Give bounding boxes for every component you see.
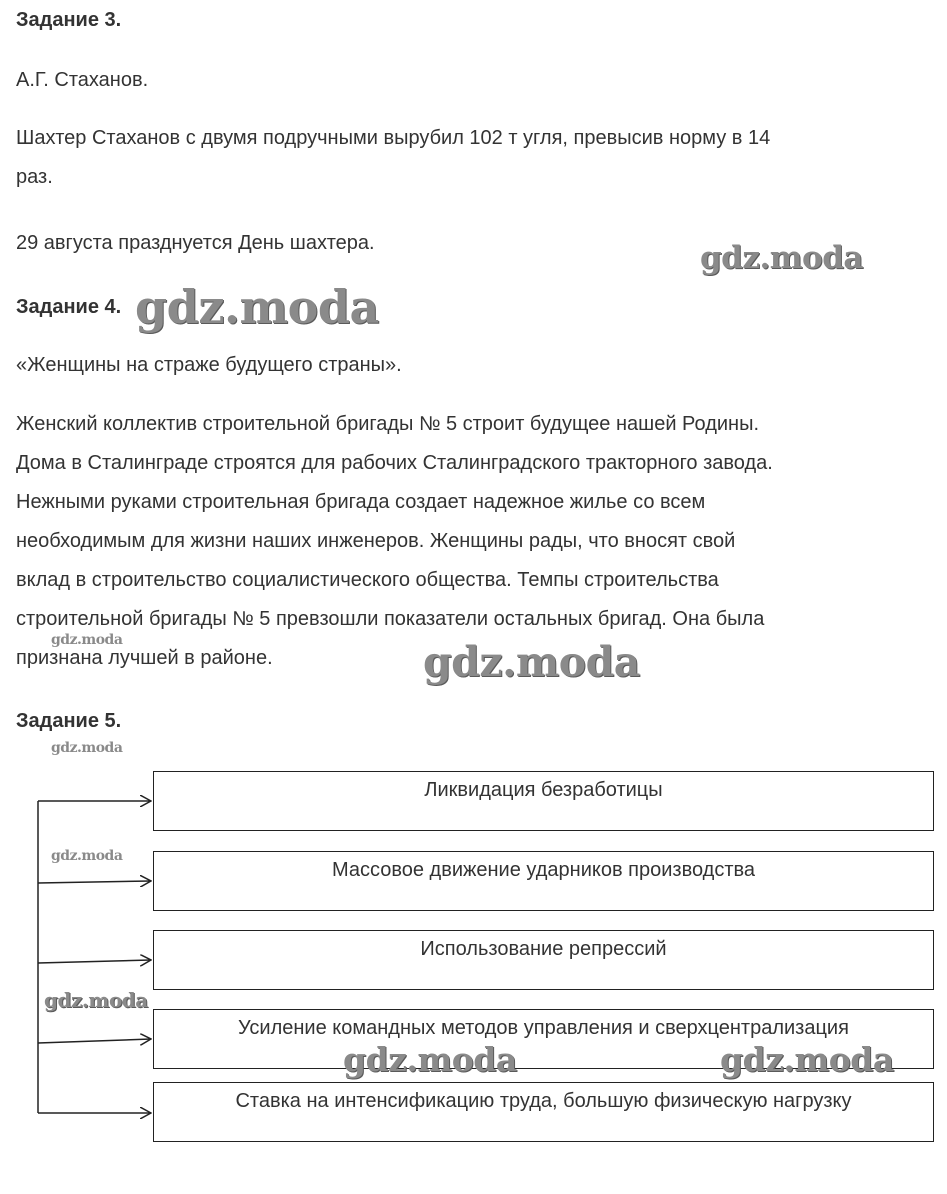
task4-line: признана лучшей в районе.	[16, 647, 273, 669]
watermark-logo: gdz.moda	[343, 1040, 517, 1079]
watermark-logo: gdz.moda	[51, 740, 123, 756]
diagram-box-2: Массовое движение ударников производства	[153, 851, 934, 911]
arrow-3	[38, 960, 151, 963]
task4-heading: Задание 4.	[16, 296, 122, 318]
watermark-logo: gdz.moda	[51, 848, 123, 864]
task4-line: Нежными руками строительная бригада создает надежное жилье со всем	[16, 491, 706, 513]
arrow-2	[38, 881, 151, 883]
watermark-logo: gdz.moda	[51, 632, 123, 648]
task4-line: Женский коллектив строительной бригады № 5 строит будущее нашей Родины.	[16, 413, 760, 435]
watermark-logo: gdz.moda	[44, 988, 148, 1012]
task3-holiday: 29 августа празднуется День шахтера.	[16, 232, 375, 254]
task4-line: Дома в Сталинграде строятся для рабочих Сталинградского тракторного завода.	[16, 452, 773, 474]
watermark-logo: gdz.moda	[423, 638, 640, 686]
task3-name: А.Г. Стаханов.	[16, 69, 149, 91]
watermark-logo: gdz.moda	[720, 1040, 894, 1079]
diagram-box-3: Использование репрессий	[153, 930, 934, 990]
task4-line: вклад в строительство социалистического общества. Темпы строительства	[16, 569, 719, 591]
task3-heading: Задание 3.	[16, 9, 122, 31]
diagram-box-4: Усиление командных методов управления и сверхцентрализация	[153, 1009, 934, 1069]
task4-title: «Женщины на страже будущего страны».	[16, 354, 402, 376]
task5-heading: Задание 5.	[16, 710, 122, 732]
watermark-logo: gdz.moda	[135, 280, 379, 334]
task4-line: необходимым для жизни наших инженеров. Женщины рады, что вносят свой	[16, 530, 736, 552]
task3-paragraph-line2: раз.	[16, 166, 53, 188]
arrow-4	[38, 1039, 151, 1043]
task3-paragraph-line1: Шахтер Стаханов с двумя подручными вырубил 102 т угля, превысив норму в 14	[16, 127, 771, 149]
diagram-box-5: Ставка на интенсификацию труда, большую физическую нагрузку	[153, 1082, 934, 1142]
diagram-box-1: Ликвидация безработицы	[153, 771, 934, 831]
watermark-logo: gdz.moda	[700, 240, 863, 276]
task4-line: строительной бригады № 5 превзошли показатели остальных бригад. Она была	[16, 608, 765, 630]
